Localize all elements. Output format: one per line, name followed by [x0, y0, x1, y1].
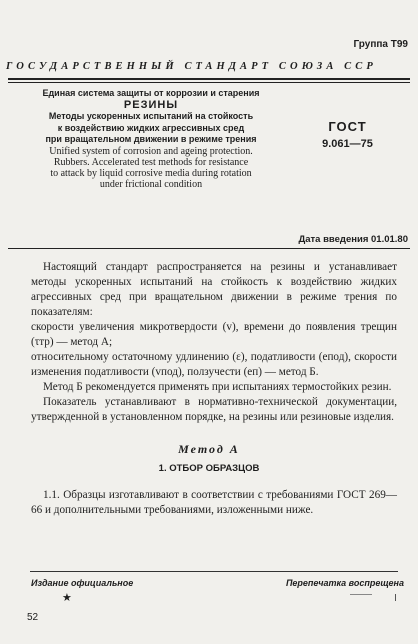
footer-rule: [30, 571, 398, 572]
method-heading: Метод А: [178, 442, 240, 456]
ru-title-line-2: к воздействию жидких агрессивных сред: [57, 122, 245, 133]
official-edition-note: Издание официальное: [31, 578, 134, 588]
date-rule: [8, 248, 410, 249]
page-number: 52: [27, 612, 39, 623]
paragraph-method-b-recommendation: Метод Б рекомендуется применять при испытаниях термостойких резин.: [43, 381, 392, 393]
state-standard-banner: ГОСУДАРСТВЕННЫЙ СТАНДАРТ СОЮЗА ССР: [6, 61, 377, 72]
en-title-line-3: to attack by liquid corrosive media during rotation: [50, 167, 252, 179]
en-title-line-4: under frictional condition: [99, 178, 203, 190]
date-of-introduction: Дата введения 01.01.80: [298, 234, 408, 245]
system-title: Единая система защиты от коррозии и старения: [42, 88, 260, 98]
gost-designation: [300, 119, 395, 150]
paragraph-method-a-indices: скорости увеличения микротвердости (v), времени до появления трещин (τтр) — метод А;: [31, 321, 397, 348]
subject-title: РЕЗИНЫ: [123, 98, 179, 111]
clause-text: [31, 488, 397, 518]
ru-title-line-3: при вращательном движении в режиме трения: [45, 134, 257, 144]
print-mark-tick: [395, 594, 396, 601]
reprint-prohibited-note: Перепечатка воспрещена: [285, 578, 404, 588]
header-rule-thin: [8, 82, 410, 83]
header-rule-thick: [8, 78, 410, 80]
en-title-line-1: Unified system of corrosion and ageing protection.: [49, 145, 253, 157]
print-mark: [350, 594, 372, 595]
paragraph-indicator-note: Показатель устанавливают в нормативно-технической документации, утвержденной в установленном порядке, на резины или резиновые изделия.: [31, 396, 397, 423]
group-code: Группа Т99: [353, 39, 408, 50]
star-icon: ★: [62, 592, 72, 604]
section-heading: 1. ОТБОР ОБРАЗЦОВ: [158, 463, 260, 474]
clause-1-1: 1.1. Образцы изготавливают в соответствии с требованиями ГОСТ 269—66 и дополнительными требованиями, изложенными ниже.: [31, 489, 397, 516]
paragraph-method-b-indices: относительному остаточному удлинению (ε), податливости (eпод), скорости изменения податливости (vпод), ползучести (eп) — метод Б.: [31, 351, 397, 378]
standard-titles: [8, 88, 294, 190]
en-title-line-2: Rubbers. Accelerated test methods for resistance: [53, 156, 249, 168]
gost-number: 9.061—75: [322, 138, 373, 150]
gost-label: ГОСТ: [328, 119, 367, 134]
ru-title-line-1: Методы ускоренных испытаний на стойкость: [48, 111, 254, 121]
paragraph-scope: Настоящий стандарт распространяется на резины и устанавливает методы ускоренных испытаний на стойкость к воздействию жидких агрессивных сред при вращательном движении в режиме трения по показателям:: [31, 261, 397, 318]
body-text: [31, 260, 397, 425]
